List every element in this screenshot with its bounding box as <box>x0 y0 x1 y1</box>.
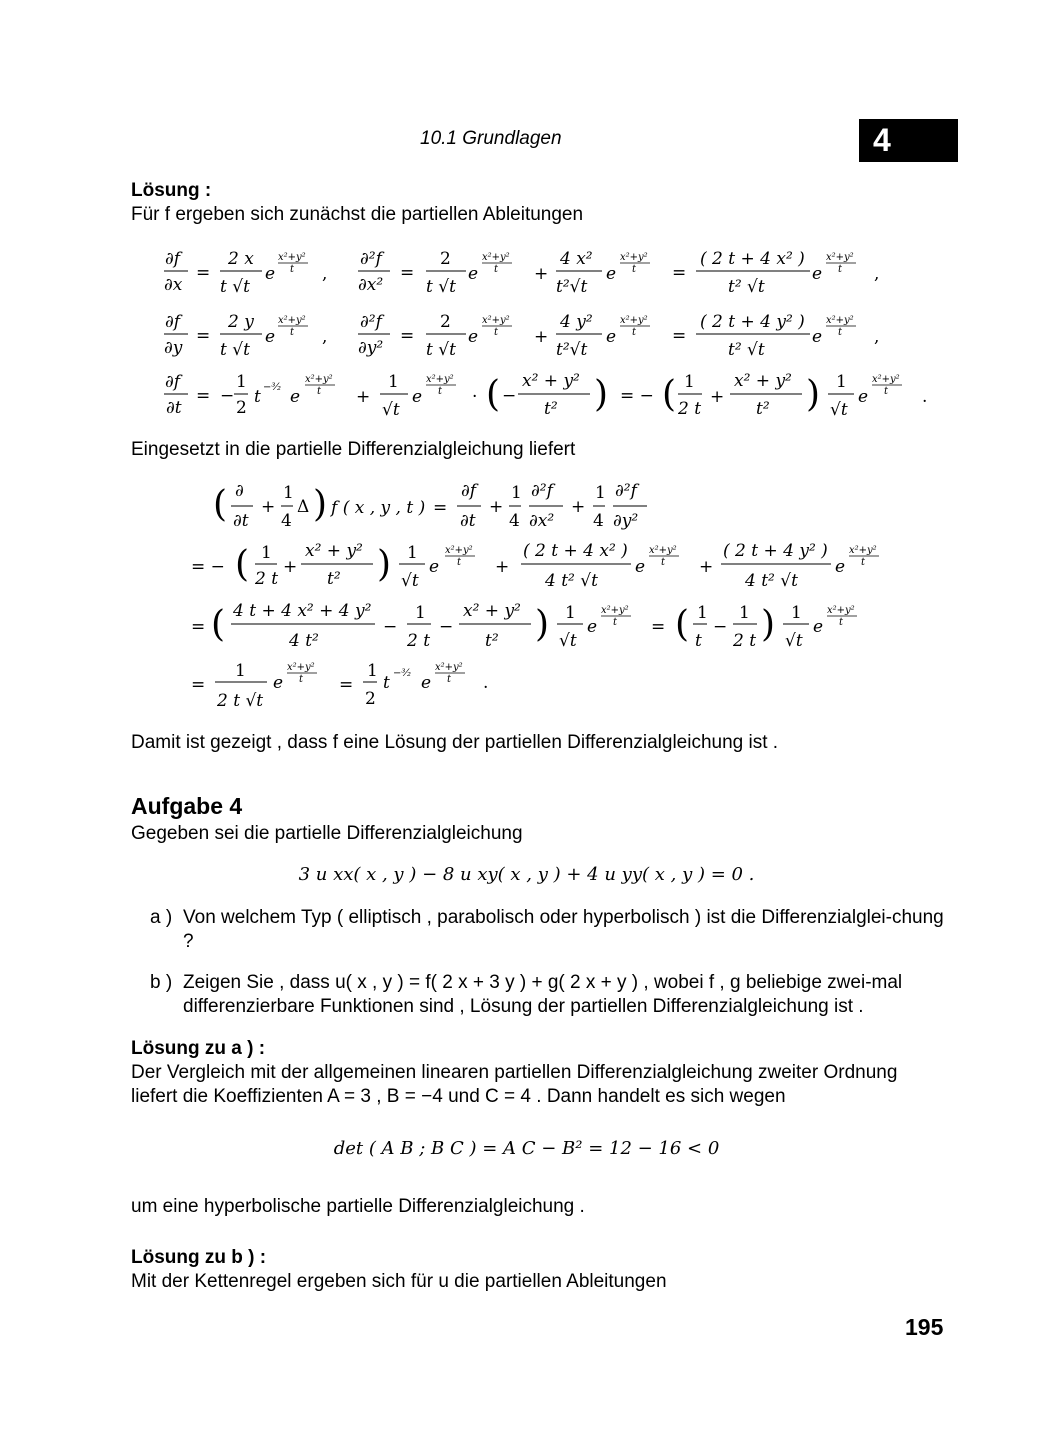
svg-text:∂t: ∂t <box>233 511 249 531</box>
item-label: a ) <box>150 907 173 928</box>
svg-text:): ) <box>806 374 821 415</box>
svg-text:e: e <box>421 673 432 693</box>
svg-text:x²+y²: x²+y² <box>445 545 473 556</box>
svg-text:.: . <box>483 673 489 693</box>
svg-text:e: e <box>273 673 284 693</box>
svg-text:+: + <box>534 264 549 284</box>
svg-text:t: t <box>838 327 843 338</box>
svg-text:= −: = − <box>620 386 654 406</box>
svg-text:∂y²: ∂y² <box>613 511 639 531</box>
svg-text:= −: = − <box>191 557 225 577</box>
svg-text:e: e <box>265 264 276 284</box>
svg-text:−: − <box>220 386 235 406</box>
svg-text:+: + <box>356 387 371 407</box>
svg-text:( 2 t + 4 y² ): ( 2 t + 4 y² ) <box>723 541 828 561</box>
svg-text:x²+y²: x²+y² <box>435 662 463 673</box>
solution-b-intro: Mit der Kettenregel ergeben sich für u die partiellen Ableitungen <box>131 1271 667 1292</box>
svg-text:e: e <box>290 387 301 407</box>
svg-text:e: e <box>412 387 423 407</box>
svg-text:1: 1 <box>791 603 802 623</box>
svg-text:,: , <box>322 327 328 347</box>
partial-derivatives-equations <box>150 238 940 428</box>
svg-text:4 t²: 4 t² <box>289 631 319 651</box>
svg-text:x² + y²: x² + y² <box>463 601 521 621</box>
solution-a-line1: Der Vergleich mit der allgemeinen linearen partiellen Differenzialgleichung zweiter Ordnung <box>131 1062 898 1083</box>
svg-text:∂²f: ∂²f <box>360 249 382 269</box>
svg-text:t²: t² <box>756 399 770 419</box>
svg-text:2 t: 2 t <box>733 631 757 651</box>
svg-text:∂: ∂ <box>235 481 244 501</box>
svg-text:,: , <box>874 264 880 284</box>
svg-text:∂f: ∂f <box>165 312 181 332</box>
svg-text:∂x: ∂x <box>164 275 183 295</box>
svg-text:1: 1 <box>236 372 247 392</box>
svg-text:e: e <box>835 557 846 577</box>
svg-text:+: + <box>710 387 725 407</box>
svg-text:+: + <box>571 497 586 517</box>
svg-text:1: 1 <box>595 483 606 503</box>
svg-text:2 t √t: 2 t √t <box>217 691 264 711</box>
svg-text:=: = <box>339 675 354 695</box>
solution-b-heading: Lösung zu b ) : <box>131 1247 267 1268</box>
solution-a-heading: Lösung zu a ) : <box>131 1038 266 1059</box>
svg-text:1: 1 <box>415 603 426 623</box>
svg-text:t: t <box>438 386 443 397</box>
svg-text:·: · <box>472 387 478 407</box>
svg-text:t: t <box>494 327 499 338</box>
svg-text:): ) <box>535 604 550 645</box>
svg-text:∂²f: ∂²f <box>360 312 382 332</box>
svg-text:e: e <box>812 264 823 284</box>
svg-text:1: 1 <box>367 661 378 681</box>
svg-text:): ) <box>313 484 328 525</box>
svg-text:x² + y²: x² + y² <box>734 371 792 391</box>
svg-text:=: = <box>191 675 206 695</box>
svg-text:2 x: 2 x <box>228 249 254 269</box>
svg-text:t²√t: t²√t <box>556 340 588 360</box>
svg-text:e: e <box>587 617 598 637</box>
svg-text:1: 1 <box>739 603 750 623</box>
svg-text:(: ( <box>213 484 228 525</box>
svg-text:t: t <box>447 674 452 685</box>
svg-text:): ) <box>377 544 392 585</box>
svg-text:t: t <box>838 264 843 275</box>
svg-text:e: e <box>812 327 823 347</box>
svg-text:t: t <box>383 673 390 693</box>
svg-text:4: 4 <box>509 511 520 531</box>
svg-text:(: ( <box>675 604 690 645</box>
svg-text:t: t <box>839 617 844 628</box>
svg-text:1: 1 <box>261 543 272 563</box>
svg-text:e: e <box>858 387 869 407</box>
svg-text:∂t: ∂t <box>166 398 182 418</box>
svg-text:(: ( <box>486 374 501 415</box>
svg-text:+: + <box>489 497 504 517</box>
svg-text:.: . <box>922 387 928 407</box>
svg-text:t √t: t √t <box>426 340 456 360</box>
svg-text:t² √t: t² √t <box>728 277 765 297</box>
svg-text:t: t <box>632 327 637 338</box>
substitution-text: Eingesetzt in die partielle Differenzialgleichung liefert <box>131 439 576 460</box>
svg-text:=: = <box>191 617 206 637</box>
exercise-item-b <box>150 971 960 1021</box>
svg-text:e: e <box>468 264 479 284</box>
svg-text:∂f: ∂f <box>165 249 181 269</box>
svg-text:4: 4 <box>281 511 292 531</box>
item-text: Zeigen Sie , dass u( x , y ) = f( 2 x + 3 y ) + g( 2 x + y ) , wobei f , g beliebige zwei-mal differenzierbare Funktionen sind , Lösung der partiellen Differenzialgleichung ist . <box>183 972 903 1017</box>
svg-text:+: + <box>495 557 510 577</box>
svg-text:1: 1 <box>565 603 576 623</box>
determinant-equation: det ( A B ; B C ) = A C − B² = 12 − 16 < 0 <box>333 1138 720 1159</box>
svg-text:t: t <box>632 264 637 275</box>
svg-text:4: 4 <box>593 511 604 531</box>
exercise-item-a <box>150 906 960 956</box>
svg-text:∂²f: ∂²f <box>615 481 637 501</box>
svg-text:4 x²: 4 x² <box>560 249 593 269</box>
svg-text:x² + y²: x² + y² <box>522 371 580 391</box>
svg-text:1: 1 <box>235 661 246 681</box>
svg-text:−: − <box>383 617 398 637</box>
exercise-intro: Gegeben sei die partielle Differenzialgleichung <box>131 823 523 844</box>
svg-text:x²+y²: x²+y² <box>426 374 454 385</box>
svg-text:t: t <box>494 264 499 275</box>
svg-text:2 t: 2 t <box>407 631 431 651</box>
svg-text:=: = <box>433 498 448 518</box>
svg-text:x²+y²: x²+y² <box>872 374 900 385</box>
svg-text:2: 2 <box>236 398 247 418</box>
svg-text:−: − <box>713 617 728 637</box>
svg-text:√t: √t <box>401 571 419 591</box>
svg-text:x²+y²: x²+y² <box>826 252 854 263</box>
svg-text:): ) <box>761 604 776 645</box>
svg-text:=: = <box>672 263 687 283</box>
svg-text:x²+y²: x²+y² <box>482 252 510 263</box>
svg-text:1: 1 <box>407 543 418 563</box>
svg-text:x²+y²: x²+y² <box>620 315 648 326</box>
svg-text:( 2 t + 4 x² ): ( 2 t + 4 x² ) <box>700 249 805 269</box>
svg-text:e: e <box>606 264 617 284</box>
svg-text:e: e <box>429 557 440 577</box>
substitution-equations <box>185 476 905 716</box>
svg-text:Δ: Δ <box>297 497 310 517</box>
svg-text:x²+y²: x²+y² <box>305 374 333 385</box>
svg-text:−³⁄₂: −³⁄₂ <box>263 382 282 393</box>
svg-text:1: 1 <box>388 372 399 392</box>
svg-text:1: 1 <box>283 483 294 503</box>
svg-text:=: = <box>196 386 211 406</box>
svg-text:=: = <box>196 263 211 283</box>
svg-text:x²+y²: x²+y² <box>601 605 629 616</box>
svg-text:2: 2 <box>365 689 376 709</box>
svg-text:,: , <box>322 264 328 284</box>
svg-text:e: e <box>468 327 479 347</box>
svg-text:2: 2 <box>440 249 451 269</box>
item-text: Von welchem Typ ( elliptisch , parabolisch oder hyperbolisch ) ist die Differenzialglei-chung ? <box>183 907 944 952</box>
svg-text:2 y: 2 y <box>228 312 254 332</box>
svg-text:=: = <box>400 263 415 283</box>
svg-text:√t: √t <box>785 631 803 651</box>
svg-text:t: t <box>290 264 295 275</box>
svg-text:(: ( <box>235 544 250 585</box>
solution-intro: Für f ergeben sich zunächst die partiellen Ableitungen <box>131 204 584 225</box>
svg-text:t √t: t √t <box>426 277 456 297</box>
svg-text:4 t² √t: 4 t² √t <box>545 571 598 591</box>
svg-text:t²√t: t²√t <box>556 277 588 297</box>
pde-equation: 3 u xx( x , y ) − 8 u xy( x , y ) + 4 u yy( x , y ) = 0 . <box>298 864 755 885</box>
svg-text:e: e <box>606 327 617 347</box>
svg-text:=: = <box>196 326 211 346</box>
svg-text:e: e <box>813 617 824 637</box>
svg-text:1: 1 <box>836 372 847 392</box>
svg-text:t: t <box>290 327 295 338</box>
svg-text:e: e <box>265 327 276 347</box>
svg-text:−: − <box>439 617 454 637</box>
svg-text:√t: √t <box>830 400 848 420</box>
svg-text:x²+y²: x²+y² <box>649 545 677 556</box>
svg-text:t: t <box>254 387 261 407</box>
svg-text:∂x²: ∂x² <box>358 275 384 295</box>
svg-text:4 t + 4 x² + 4 y²: 4 t + 4 x² + 4 y² <box>233 601 372 621</box>
svg-text:∂f: ∂f <box>461 481 477 501</box>
svg-text:x² + y²: x² + y² <box>305 541 363 561</box>
svg-text:f ( x , y , t ): f ( x , y , t ) <box>331 498 426 518</box>
svg-text:): ) <box>594 374 609 415</box>
svg-text:x²+y²: x²+y² <box>287 662 315 673</box>
chapter-number-box: 4 <box>859 119 958 162</box>
svg-text:t²: t² <box>485 631 499 651</box>
svg-text:=: = <box>651 617 666 637</box>
svg-text:+: + <box>283 557 298 577</box>
solution-a-conclusion: um eine hyperbolische partielle Differenzialgleichung . <box>131 1196 585 1217</box>
svg-text:=: = <box>400 326 415 346</box>
svg-text:t: t <box>884 386 889 397</box>
svg-text:x²+y²: x²+y² <box>482 315 510 326</box>
svg-text:4 t² √t: 4 t² √t <box>745 571 798 591</box>
svg-text:t: t <box>695 631 702 651</box>
svg-text:+: + <box>261 497 276 517</box>
svg-text:x²+y²: x²+y² <box>278 252 306 263</box>
svg-text:t²: t² <box>544 399 558 419</box>
svg-text:(: ( <box>211 604 226 645</box>
svg-text:t: t <box>661 557 666 568</box>
svg-text:√t: √t <box>382 400 400 420</box>
item-label: b ) <box>150 972 173 993</box>
svg-text:( 2 t + 4 x² ): ( 2 t + 4 x² ) <box>523 541 628 561</box>
svg-text:∂y: ∂y <box>164 338 183 358</box>
exercise-title: Aufgabe 4 <box>131 793 243 819</box>
svg-text:∂²f: ∂²f <box>531 481 553 501</box>
svg-text:t²: t² <box>327 569 341 589</box>
svg-text:x²+y²: x²+y² <box>278 315 306 326</box>
svg-text:x²+y²: x²+y² <box>849 545 877 556</box>
svg-text:2 t: 2 t <box>678 399 702 419</box>
svg-text:x²+y²: x²+y² <box>827 605 855 616</box>
solution-conclusion: Damit ist gezeigt , dass f eine Lösung der partiellen Differenzialgleichung ist . <box>131 732 779 753</box>
svg-text:t² √t: t² √t <box>728 340 765 360</box>
running-head: 10.1 Grundlagen <box>420 128 562 149</box>
svg-text:t: t <box>299 674 304 685</box>
svg-text:4 y²: 4 y² <box>560 312 593 332</box>
svg-text:2 t: 2 t <box>255 569 279 589</box>
svg-text:1: 1 <box>684 372 695 392</box>
svg-text:t: t <box>317 386 322 397</box>
svg-text:x²+y²: x²+y² <box>620 252 648 263</box>
svg-text:t: t <box>613 617 618 628</box>
svg-text:t: t <box>457 557 462 568</box>
svg-text:t √t: t √t <box>220 277 250 297</box>
svg-text:∂y²: ∂y² <box>358 338 384 358</box>
svg-text:√t: √t <box>559 631 577 651</box>
solution-a-line2: liefert die Koeffizienten A = 3 , B = −4 und C = 4 . Dann handelt es sich wegen <box>131 1086 786 1107</box>
svg-text:+: + <box>699 557 714 577</box>
svg-text:,: , <box>874 327 880 347</box>
svg-text:x²+y²: x²+y² <box>826 315 854 326</box>
svg-text:(: ( <box>662 374 677 415</box>
svg-text:∂f: ∂f <box>165 372 181 392</box>
svg-text:1: 1 <box>511 483 522 503</box>
svg-text:2: 2 <box>440 312 451 332</box>
svg-text:∂t: ∂t <box>460 511 476 531</box>
svg-text:+: + <box>534 327 549 347</box>
svg-text:∂x²: ∂x² <box>529 511 555 531</box>
svg-text:( 2 t + 4 y² ): ( 2 t + 4 y² ) <box>700 312 805 332</box>
svg-text:−³⁄₂: −³⁄₂ <box>393 668 412 679</box>
svg-text:1: 1 <box>697 603 708 623</box>
svg-text:−: − <box>502 386 517 406</box>
svg-text:t: t <box>861 557 866 568</box>
svg-text:t √t: t √t <box>220 340 250 360</box>
page-number: 195 <box>905 1314 944 1340</box>
svg-text:=: = <box>672 326 687 346</box>
solution-heading: Lösung : <box>131 180 212 201</box>
svg-text:e: e <box>635 557 646 577</box>
